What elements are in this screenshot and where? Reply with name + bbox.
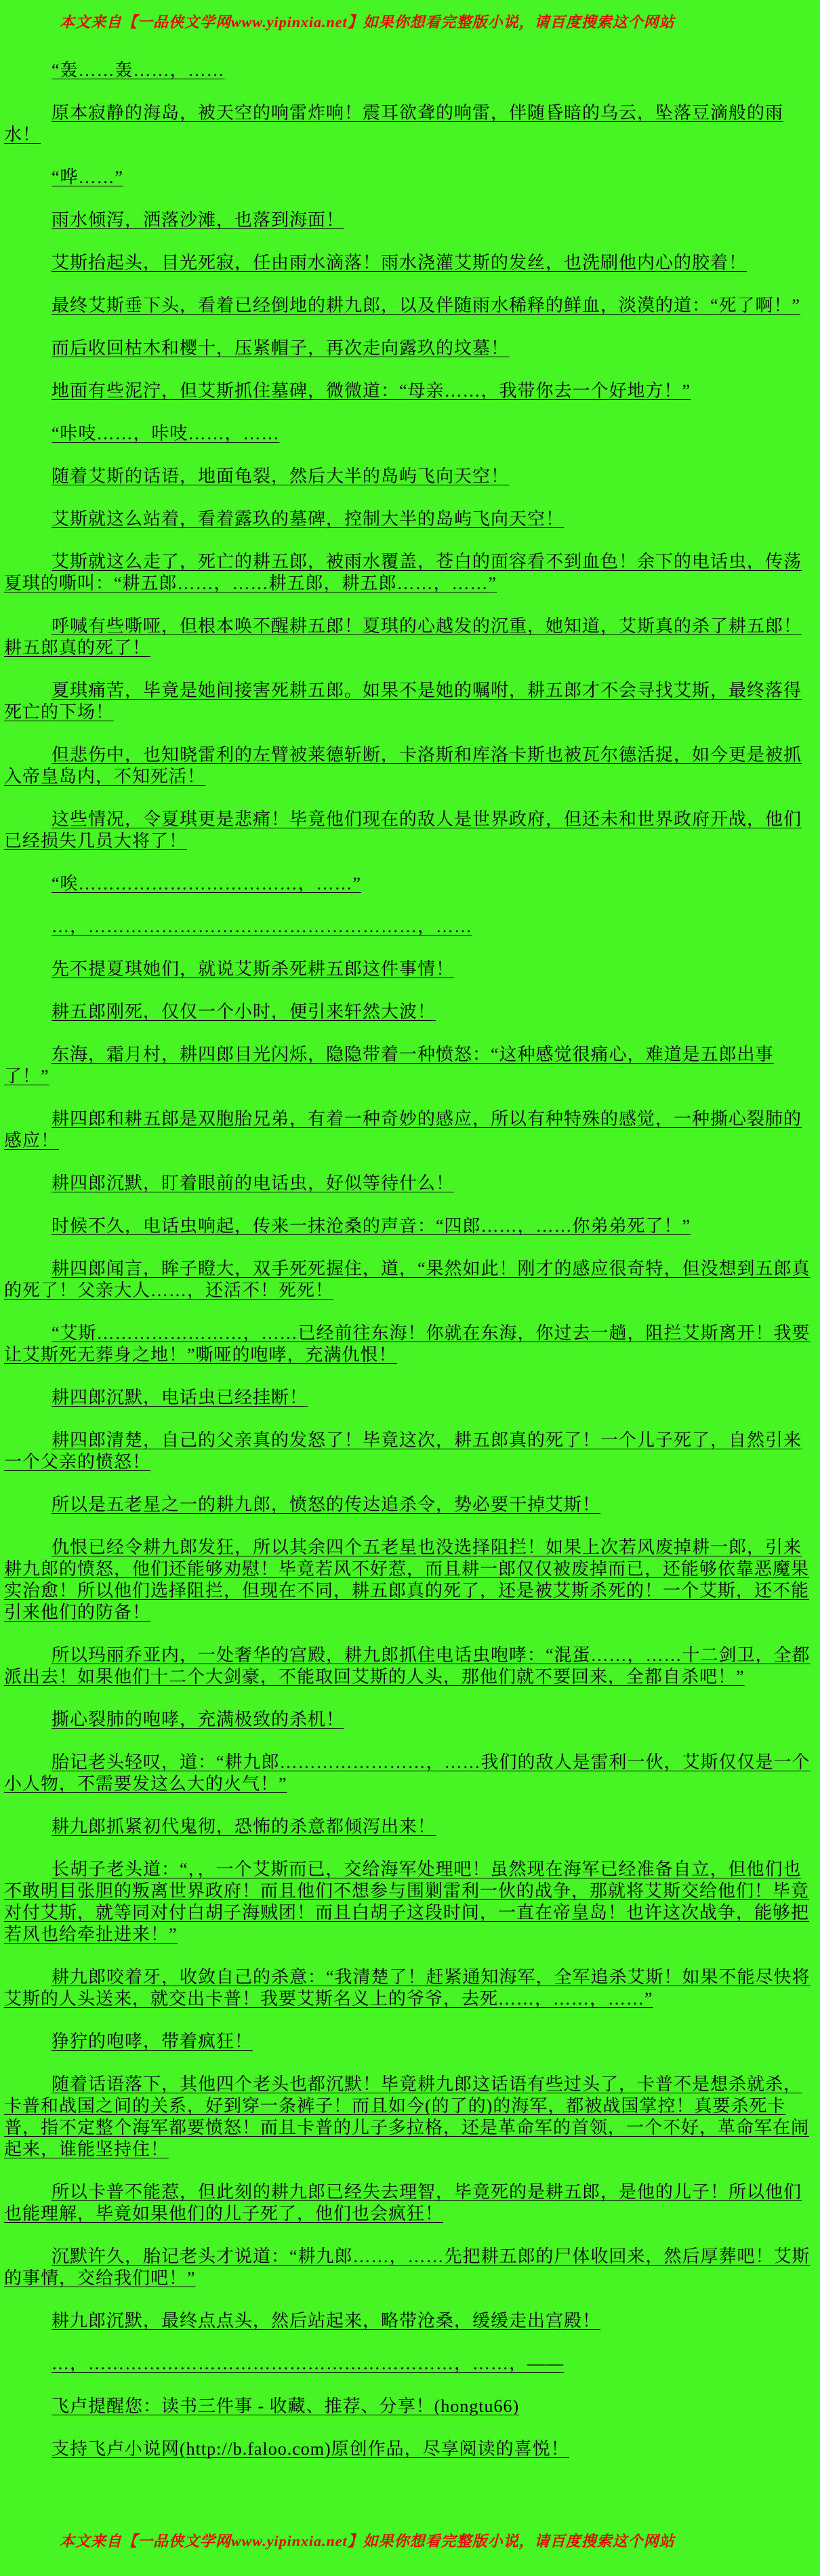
novel-paragraph: 仇恨已经令耕九郎发狂，所以其余四个五老星也没选择阻拦！如果上次若风废掉耕一郎，引来耕九郎的愤怒，他们还能够劝慰！毕竟若风不好惹，而且耕一郎仅仅被废掉而已，还能够依靠恶魔果实治愈！所以他们选择阻拦，但现在不同，耕五郎真的死了，还是被艾斯杀死的！一个艾斯，还不能引来他们的防备！ [4, 1537, 810, 1622]
novel-paragraph: 最终艾斯垂下头，看着已经倒地的耕九郎，以及伴随雨水稀释的鲜血，淡漠的道：“死了啊！” [52, 296, 801, 315]
novel-paragraph: “唉………………………………，……” [52, 874, 362, 893]
novel-paragraph: 先不提夏琪她们，就说艾斯杀死耕五郎这件事情！ [52, 959, 455, 979]
novel-paragraph: 耕四郎沉默，盯着眼前的电话虫，好似等待什么！ [52, 1173, 455, 1193]
novel-paragraph: 耕九郎沉默，最终点点头，然后站起来，略带沧桑，缓缓走出宫殿！ [52, 2311, 601, 2331]
novel-paragraph: 随着艾斯的话语，地面龟裂，然后大半的岛屿飞向天空！ [52, 466, 510, 486]
novel-paragraph: 长胡子老头道：“，，一个艾斯而已，交给海军处理吧！虽然现在海军已经准备自立，但他们也不敢明目张胆的叛离世界政府！而且他们不想参与围剿雷利一伙的战争，那就将艾斯交给他们！毕竟对付艾斯，就等同对付白胡子海贼团！而且白胡子这段时间，一直在帝皇岛！也许这次战争，能够把若风也给牵扯进来！” [4, 1859, 810, 1944]
novel-paragraph: 所以卡普不能惹，但此刻的耕九郎已经失去理智，毕竟死的是耕五郎，是他的儿子！所以他们也能理解，毕竟如果他们的儿子死了，他们也会疯狂！ [4, 2182, 802, 2223]
novel-paragraph: 耕四郎和耕五郎是双胞胎兄弟，有着一种奇妙的感应，所以有种特殊的感觉，一种撕心裂肺的感应！ [4, 1109, 802, 1150]
novel-paragraph: 但悲伤中，也知晓雷利的左臂被莱德斩断，卡洛斯和库洛卡斯也被瓦尔德活捉，如今更是被抓入帝皇岛内，不知死活！ [4, 745, 802, 786]
novel-paragraph: 艾斯就这么站着，看着露玖的墓碑，控制大半的岛屿飞向天空！ [52, 509, 565, 529]
novel-paragraph: “咔吱……，咔吱……，…… [52, 424, 280, 443]
novel-paragraph: 这些情况，令夏琪更是悲痛！毕竟他们现在的敌人是世界政府，但还未和世界政府开战，他们已经损失几员大将了！ [4, 809, 802, 851]
novel-paragraph: “轰……轰……，…… [52, 60, 225, 80]
novel-paragraph: 而后收回枯木和樱十，压紧帽子，再次走向露玖的坟墓！ [52, 338, 510, 358]
novel-paragraph: “艾斯……………………，……已经前往东海！你就在东海，你过去一趟，阻拦艾斯离开！我要让艾斯死无葬身之地！”嘶哑的咆哮，充满仇恨！ [4, 1323, 811, 1365]
novel-paragraph: 随着话语落下，其他四个老头也都沉默！毕竟耕九郎这话语有些过头了，卡普不是想杀就杀，卡普和战国之间的关系，好到穿一条裤子！而且如今(的了的)的海军，都被战国掌控！真要杀死卡普，指不定整个海军都要愤怒！而且卡普的儿子多拉格，还是革命军的首领，一个不好，革命军在闹起来，谁能坚持住！ [4, 2074, 810, 2159]
novel-paragraph: 地面有些泥泞，但艾斯抓住墓碑，微微道：“母亲……，我带你去一个好地方！” [52, 381, 691, 401]
header-promo-text: 本文来自【一品侠文学网www.yipinxia.net】如果你想看完整版小说，请百度搜索这个网站 [60, 14, 675, 31]
novel-paragraph: 艾斯抬起头，目光死寂，任由雨水滴落！雨水浇灌艾斯的发丝，也洗刷他内心的胶着！ [52, 253, 747, 273]
novel-paragraph: 耕四郎闻言，眸子瞪大，双手死死握住，道，“果然如此！刚才的感应很奇特，但没想到五郎真的死了！父亲大人……，还活不！死死！ [4, 1259, 811, 1300]
novel-paragraph: 艾斯就这么走了，死亡的耕五郎，被雨水覆盖，苍白的面容看不到血色！余下的电话虫，传荡夏琪的嘶叫：“耕五郎……，……耕五郎，耕五郎……，……” [4, 552, 802, 593]
novel-content [4, 60, 817, 2481]
novel-paragraph: 东海，霜月村，耕四郎目光闪烁，隐隐带着一种愤怒：“这种感觉很痛心，难道是五郎出事了！” [4, 1045, 774, 1086]
novel-paragraph: 原本寂静的海岛，被天空的响雷炸响！震耳欲聋的响雷，伴随昏暗的乌云，坠落豆滴般的雨水！ [4, 103, 784, 144]
novel-paragraph: 耕五郎刚死，仅仅一个小时，便引来轩然大波！ [52, 1002, 436, 1022]
novel-paragraph: 耕四郎沉默，电话虫已经挂断！ [52, 1388, 308, 1407]
novel-paragraph: …，………………………………………………，…… [52, 917, 472, 936]
novel-paragraph: “哗……” [52, 167, 124, 187]
novel-paragraph: 耕九郎咬着牙，收敛自己的杀意：“我清楚了！赶紧通知海军，全军追杀艾斯！如果不能尽快将艾斯的人头送来，就交出卡普！我要艾斯名义上的爷爷，去死……，……，……” [4, 1967, 811, 2009]
novel-paragraph: 所以是五老星之一的耕九郎，愤怒的传达追杀令，势必要干掉艾斯！ [52, 1495, 601, 1514]
faloo-support-line: 支持飞卢小说网(http://b.faloo.com)原创作品，尽享阅读的喜悦！ [52, 2439, 569, 2459]
novel-paragraph: 时候不久，电话虫响起，传来一抹沧桑的声音：“四郎……，……你弟弟死了！” [52, 1216, 691, 1236]
novel-paragraph: 所以玛丽乔亚内，一处奢华的宫殿，耕九郎抓住电话虫咆哮：“混蛋……，……十二剑卫，全都派出去！如果他们十二个大剑豪，不能取回艾斯的人头，那他们就不要回来，全都自杀吧！” [4, 1645, 811, 1687]
novel-paragraph: 耕四郎清楚，自己的父亲真的发怒了！毕竟这次，耕五郎真的死了！一个儿子死了，自然引来一个父亲的愤怒！ [4, 1430, 802, 1472]
novel-paragraph: …，……………………………………………………，……，—— [52, 2354, 564, 2373]
novel-paragraph: 呼喊有些嘶哑，但根本唤不醒耕五郎！夏琪的心越发的沉重，她知道，艾斯真的杀了耕五郎！耕五郎真的死了！ [4, 616, 802, 658]
novel-paragraph: 夏琪痛苦，毕竟是她间接害死耕五郎。如果不是她的嘱咐，耕五郎才不会寻找艾斯，最终落得死亡的下场！ [4, 681, 802, 722]
footer-promo-text: 本文来自【一品侠文学网www.yipinxia.net】如果你想看完整版小说，请百度搜索这个网站 [60, 2533, 675, 2550]
novel-paragraph: 撕心裂肺的咆哮，充满极致的杀机！ [52, 1710, 345, 1729]
novel-paragraph: 沉默许久，胎记老头才说道：“耕九郎……，……先把耕五郎的尸体收回来，然后厚葬吧！艾斯的事情，交给我们吧！” [4, 2247, 811, 2288]
novel-paragraph: 雨水倾泻，洒落沙滩，也落到海面！ [52, 210, 345, 230]
novel-paragraph: 胎记老头轻叹，道：“耕九郎……………………，……我们的敌人是雷利一伙，艾斯仅仅是一个小人物，不需要发这么大的火气！” [4, 1752, 811, 1794]
novel-paragraph: 狰狞的咆哮，带着疯狂！ [52, 2032, 253, 2051]
novel-paragraph: 耕九郎抓紧初代鬼彻，恐怖的杀意都倾泻出来！ [52, 1817, 436, 1836]
faloo-reminder-line: 飞卢提醒您：读书三件事 - 收藏、推荐、分享！(hongtu66) [52, 2396, 520, 2416]
